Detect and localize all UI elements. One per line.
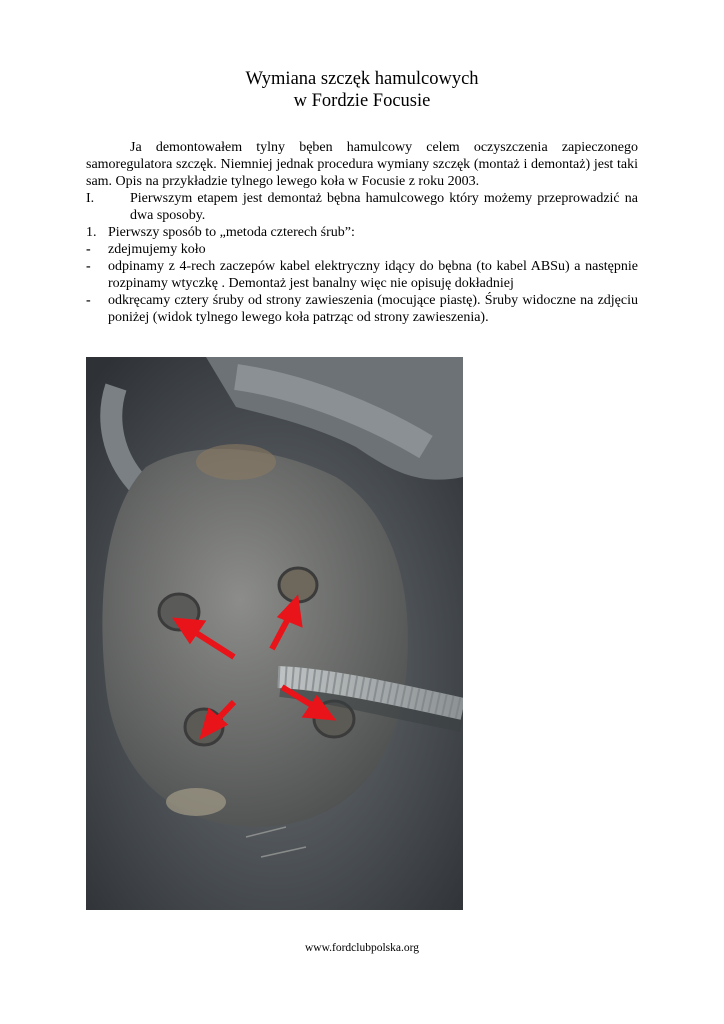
bullet-item	[86, 241, 638, 258]
photo-illustration	[86, 357, 463, 910]
method-1-marker: 1.	[86, 225, 97, 240]
step-1	[86, 190, 638, 224]
title-line-1: Wymiana szczęk hamulcowych	[245, 69, 479, 89]
title-line-2: w Fordzie Focusie	[293, 91, 431, 111]
bullet-symbol: -	[86, 293, 91, 308]
intro-paragraph: Ja demontowałem tylny bęben hamulcowy celem oczyszczenia zapieczonego samoregulatora szczęk. Niemniej jednak procedura wymiany szczęk (montaż i demontaż) jest taki sam. Opis na przykładzie tylnego lewego koła w Focusie z roku 2003.	[86, 140, 638, 189]
step-1-text: Pierwszym etapem jest demontaż bębna hamulcowego który możemy przeprowadzić na dwa sposoby.	[130, 191, 638, 223]
footer-url: www.fordclubpolska.org	[304, 942, 420, 954]
bullet-item	[86, 292, 638, 326]
method-1	[86, 224, 638, 241]
bullet-item	[86, 258, 638, 292]
brake-hub-photo	[86, 357, 463, 910]
document-title	[0, 68, 724, 112]
bullet-text: odpinamy z 4-rech zaczepów kabel elektryczny idący do bębna (to kabel ABSu) a następnie rozpinamy wtyczkę . Demontaż jest banalny więc nie opisuję dokładniej	[108, 259, 638, 291]
bullet-text: odkręcamy cztery śruby od strony zawieszenia (mocujące piastę). Śruby widoczne na zdjęciu poniżej (widok tylnego lewego koła patrząc od strony zawieszenia).	[108, 293, 638, 325]
bullet-symbol: -	[86, 242, 91, 257]
method-1-text: Pierwszy sposób to „metoda czterech śrub”:	[108, 225, 355, 240]
document-body	[86, 139, 638, 326]
step-1-marker: I.	[86, 191, 95, 206]
bullet-text: zdejmujemy koło	[108, 242, 206, 257]
bullet-symbol: -	[86, 259, 91, 274]
